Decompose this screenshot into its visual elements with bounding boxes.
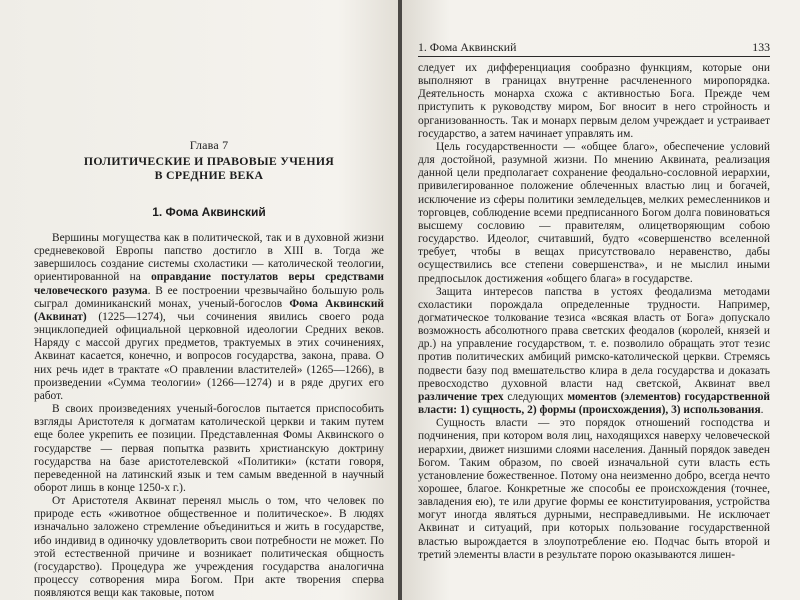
- text-run: Вершины могущества как в политической, так и в духовной жизни средневековой Европы папство достигло в XIII в. Тогда же завершилось создание системы схоластики — католической теологии, ориентированной на: [34, 232, 384, 284]
- paragraph: От Аристотеля Аквинат перенял мысль о том, что человек по природе есть «животное общественное и политическое». В людях изначально заложено стремление объединиться и жить в государстве, ибо индивид в одиночку удовлетворить свои потребности не может. По этой естественной причине и возникает политическая общность (государство). Процедура же учреждения государства аналогична процессу сотворения мира Богом. При акте творения сперва появляются вещи как таковые, потом: [34, 495, 384, 600]
- text-run: .: [760, 404, 764, 417]
- text-run: (1225—1274), чьи сочинения явились своего рода энциклопедией официальной церковной идеологии Средних веков. Наряду с массой других предметов, трактуемых в этих сочинениях, Аквинат касается, конечно, и вопросов государства, закона, права. О них речь идет в трактате «О правлении властителей» (1265—1266), в произведении «Сумма теологии» (1266—1274) и в ряде других его работ.: [34, 310, 384, 402]
- right-body-text: [418, 62, 770, 562]
- text-run: следующих: [503, 390, 568, 403]
- chapter-label: Глава 7: [189, 138, 229, 152]
- left-page: [0, 0, 398, 600]
- section-title: 1. Фома Аквинский: [152, 205, 266, 219]
- paragraph: Цель государственности — «общее благо», обеспечение условий для достойной, разумной жизни. По мнению Аквината, реализация данной цели предполагает сохранение феодально-сословной иерархии, привилегированное положение облеченных властью лиц и богачей, исключение из сферы политики земледельцев, мелких ремесленников и торговцев, соблюдение всеми предписанного Богом долга повиноваться высшему сословию — правителям, олицетворяющим собою государство. Идеолог, считавший, будто «совершенство вселенной требует, чтобы в вещах присутствовало неравенство, дабы осуществились все степени совершенства», и не мыслил иными предпосылок достижения «общего блага» в государстве.: [418, 140, 770, 285]
- paragraph: следует их дифференциация сообразно функциям, которые они выполняют в границах внутренне расчлененного миропорядка. Деятельность монарха схожа с активностью Бога. Прежде чем приступить к руководству миром, Бог вносит в него стройность и организованность. Так и монарх первым делом учреждает и устраивает государство, а затем начинает управлять им.: [418, 62, 770, 140]
- paragraph: [34, 232, 384, 403]
- text-run: Защита интересов папства в устоях феодализма методами схоластики порождала определенные трудности. Например, догматическое толкование тезиса «всякая власть от Бога» допускало возможность абсолютного права светских феодалов (королей, князей и др.) на управление государством, т. е. позволило обращать этот тезис против политических амбиций римско-католической церкви. Стремясь подвести базу под вмешательство клира в дела государства и доказать превосходство духовной власти над светской, Аквинат ввел: [418, 285, 770, 390]
- paragraph: Сущность власти — это порядок отношений господства и подчинения, при котором воля лиц, находящихся наверху человеческой иерархии, движет низшими слоями населения. Данный порядок заведен Богом. Таким образом, по своей изначальной сути власть есть установление божественное. Потому она неизменно добро, всегда нечто хорошее, благое. Конкретные же способы ее происхождения (точнее, завладения ею), те или другие формы ее конституирования, устройства могут иногда являться дурными, несправедливыми. Не исключает Аквинат и ситуаций, при которых пользование государственной властью вырождается в злоупотребление ею. Подчас быть второй и третий элементы власти в результате порою оказываются лишен-: [418, 417, 770, 561]
- bold-text-run: моментов (элементов) государственной власти: 1) сущность, 2) формы (происхождения), 3) использования: [418, 390, 770, 417]
- paragraph: [418, 286, 770, 418]
- running-header: [418, 38, 770, 57]
- running-title: 1. Фома Аквинский: [418, 40, 517, 54]
- left-body-text: [34, 232, 384, 600]
- text-run: . В ее построении чрезвычайно большую роль сыграл доминиканский монах, ученый-богослов: [34, 284, 384, 310]
- paragraph: В своих произведениях ученый-богослов пытается приспособить взгляды Аристотеля к догматам католической церкви и таким путем еще более укрепить ее позиции. Представленная Фомы Аквинского о государстве — первая попытка развить христианскую доктрину государства на базе аристотелевской «Политики» (кстати говоря, переведенной на латинский язык и тем самым введенной в научный оборот лишь в конце 1250-х г.).: [34, 403, 384, 494]
- chapter-title: ПОЛИТИЧЕСКИЕ И ПРАВОВЫЕ УЧЕНИЯ В СРЕДНИЕ ВЕКА: [83, 154, 335, 182]
- bold-text-run: различение трех: [418, 390, 504, 403]
- right-page: [402, 0, 800, 600]
- bold-text-run: оправдание постулатов веры средствами человеческого разума: [34, 271, 384, 297]
- page-number: 133: [752, 40, 770, 54]
- bold-text-run: Фома Аквинский (Аквинат): [34, 297, 384, 323]
